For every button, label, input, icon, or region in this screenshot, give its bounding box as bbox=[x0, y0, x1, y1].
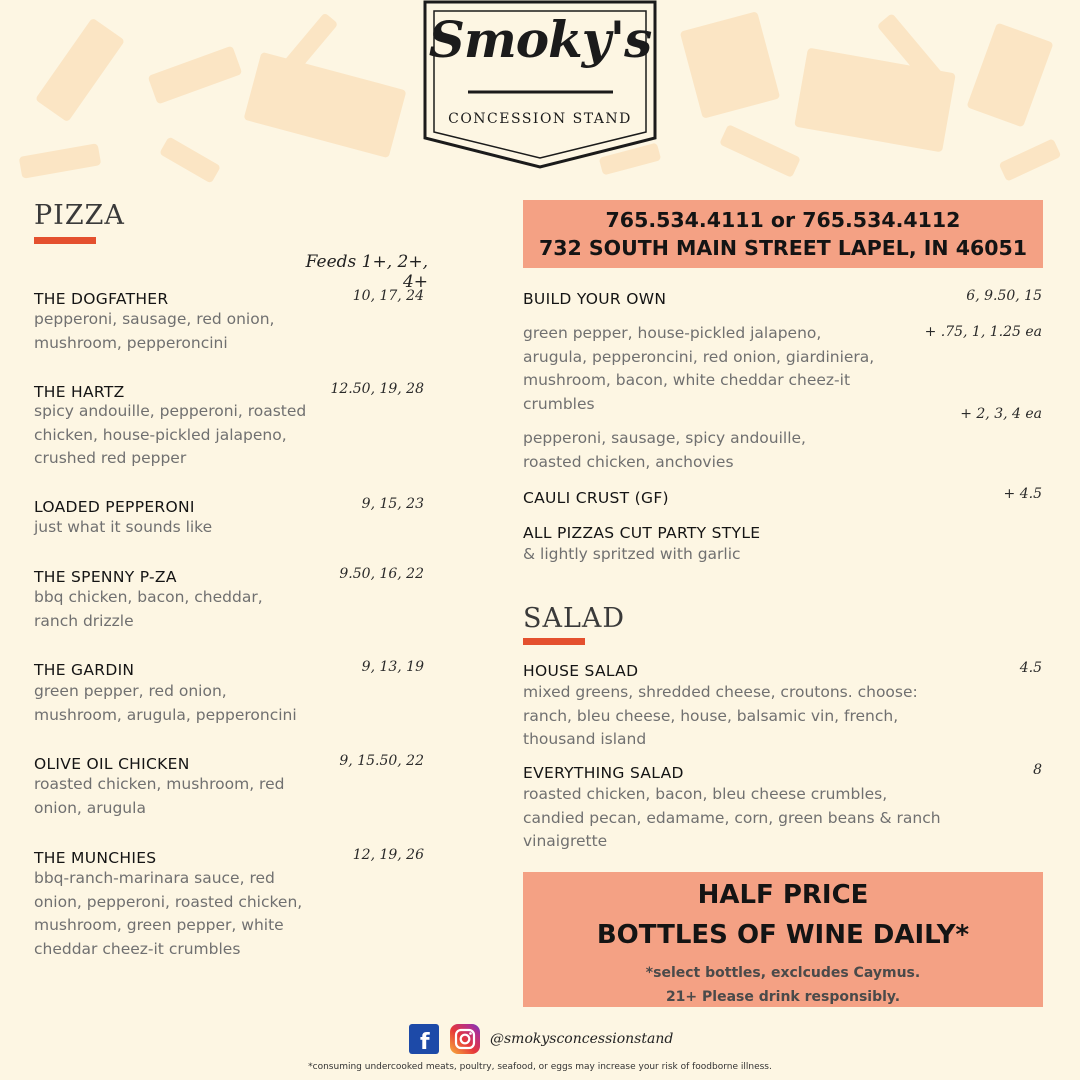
build-your-own-name: BUILD YOUR OWN bbox=[523, 290, 667, 308]
item-desc: green pepper, red onion, mushroom, arugula, pepperoncini bbox=[34, 682, 297, 724]
item-name: OLIVE OIL CHICKEN bbox=[34, 755, 190, 773]
veg-topping-desc: green pepper, house-pickled jalapeno, arugula, pepperoncini, red onion, giardiniera, mushroom, bacon, white cheddar cheez-it crumbles bbox=[523, 324, 875, 413]
item-price: 10, 17, 24 bbox=[352, 288, 424, 304]
promo-note: *select bottles, exclcudes Caymus. 21+ Please drink responsibly. bbox=[645, 965, 921, 1005]
svg-text:f: f bbox=[420, 1030, 430, 1054]
item-name: THE DOGFATHER bbox=[34, 290, 169, 308]
logo bbox=[423, 0, 657, 170]
party-style-name: ALL PIZZAS CUT PARTY STYLE bbox=[523, 524, 761, 542]
item-price: 9, 15.50, 22 bbox=[339, 753, 424, 769]
item-desc: spicy andouille, pepperoni, roasted chicken, house-pickled jalapeno, crushed red pepper bbox=[34, 402, 307, 467]
item-desc: roasted chicken, bacon, bleu cheese crumbles, candied pecan, edamame, corn, green beans & ranch vinaigrette bbox=[523, 785, 941, 850]
item-price: 9, 13, 19 bbox=[361, 659, 424, 675]
facebook-icon[interactable] bbox=[409, 1024, 439, 1054]
item-name: THE SPENNY P-ZA bbox=[34, 568, 177, 586]
item-desc: just what it sounds like bbox=[34, 518, 213, 536]
phone-numbers: 765.534.4111 or 765.534.4112 bbox=[605, 208, 961, 232]
pizza-heading-underline bbox=[34, 237, 96, 244]
item-name: THE HARTZ bbox=[34, 383, 125, 401]
promo-line1: HALF PRICE bbox=[697, 880, 869, 910]
disclaimer: *consuming undercooked meats, poultry, seafood, or eggs may increase your risk of foodborne illness. bbox=[308, 1062, 772, 1072]
item-name: THE GARDIN bbox=[34, 661, 135, 679]
item-desc: pepperoni, sausage, red onion, mushroom, pepperoncini bbox=[34, 310, 275, 352]
meat-topping-price: + 2, 3, 4 ea bbox=[960, 406, 1042, 422]
logo-name: Smoky's bbox=[428, 10, 652, 69]
item-price: 4.5 bbox=[1019, 660, 1042, 676]
salad-heading: SALAD bbox=[523, 603, 626, 634]
promo-line2: BOTTLES OF WINE DAILY* bbox=[596, 920, 970, 950]
cauli-crust-name: CAULI CRUST (GF) bbox=[523, 489, 669, 507]
item-price: 9.50, 16, 22 bbox=[339, 566, 424, 582]
pizza-heading: PIZZA bbox=[34, 200, 125, 231]
item-desc: roasted chicken, mushroom, red onion, arugula bbox=[34, 775, 285, 817]
build-your-own-price: 6, 9.50, 15 bbox=[966, 288, 1042, 304]
cauli-crust-price: + 4.5 bbox=[1003, 486, 1042, 502]
party-style-desc: & lightly spritzed with garlic bbox=[523, 545, 741, 563]
veg-topping-price: + .75, 1, 1.25 ea bbox=[924, 324, 1042, 340]
wine-promo-box bbox=[523, 872, 1043, 1007]
instagram-icon[interactable] bbox=[450, 1024, 480, 1054]
item-name: HOUSE SALAD bbox=[523, 662, 639, 680]
logo-subtitle: CONCESSION STAND bbox=[448, 111, 632, 127]
item-desc: bbq-ranch-marinara sauce, red onion, pepperoni, roasted chicken, mushroom, green pepper, white cheddar cheez-it crumbles bbox=[34, 869, 303, 958]
contact-box bbox=[523, 200, 1043, 268]
meat-topping-desc: pepperoni, sausage, spicy andouille, roasted chicken, anchovies bbox=[523, 429, 806, 471]
salad-heading-underline bbox=[523, 638, 585, 645]
item-name: THE MUNCHIES bbox=[34, 849, 157, 867]
item-name: LOADED PEPPERONI bbox=[34, 498, 195, 516]
item-desc: mixed greens, shredded cheese, croutons. choose: ranch, bleu cheese, house, balsamic vin, french, thousand island bbox=[523, 683, 918, 748]
social-handle[interactable]: @smokysconcessionstand bbox=[490, 1031, 674, 1047]
feeds-label: Feeds 1+, 2+, 4+ bbox=[305, 252, 428, 292]
item-price: 9, 15, 23 bbox=[361, 496, 424, 512]
item-name: EVERYTHING SALAD bbox=[523, 764, 684, 782]
item-desc: bbq chicken, bacon, cheddar, ranch drizzle bbox=[34, 588, 263, 630]
item-price: 12.50, 19, 28 bbox=[330, 381, 424, 397]
item-price: 8 bbox=[1033, 762, 1042, 778]
item-price: 12, 19, 26 bbox=[352, 847, 424, 863]
address: 732 SOUTH MAIN STREET LAPEL, IN 46051 bbox=[538, 236, 1028, 260]
